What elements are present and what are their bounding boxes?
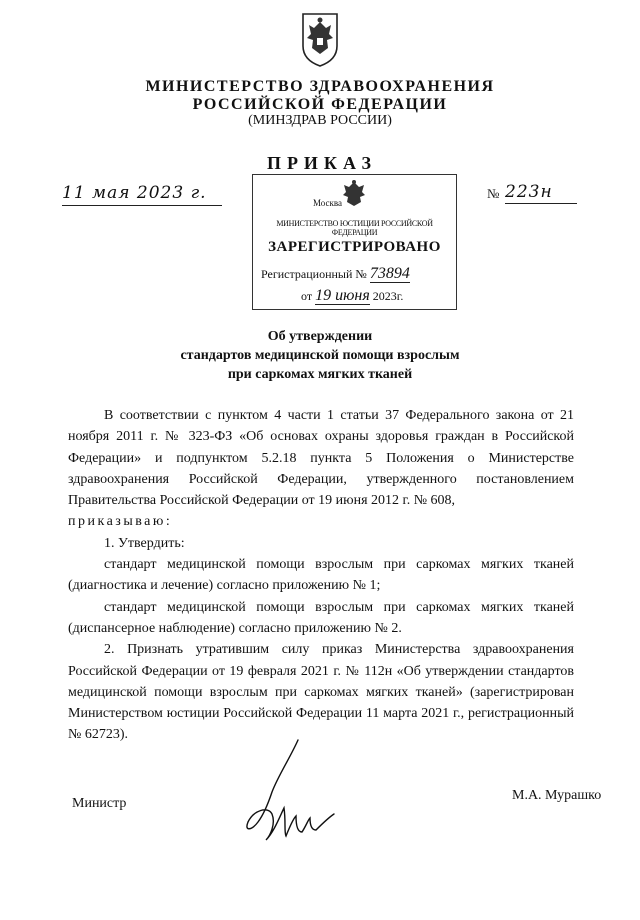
document-title-line2: стандартов медицинской помощи взрослым: [180, 348, 460, 363]
stamp-date-handwritten: 19 июня: [315, 287, 370, 304]
item-1-standard-diagnostics: стандарт медицинской помощи взрослым при саркомах мягких тканей (диагностика и лечение) согласно приложению № 1;: [68, 557, 574, 594]
item-2: 2. Признать утратившим силу приказ Министерства здравоохранения Российской Федерации от 19 февраля 2021 г. № 112н «Об утверждении стандартов медицинской помощи взрослым при саркомах мягких тканей» (зарегистрирован Министерством юстиции Российской Федерации 11 марта 2021 г., регистрационный № 62723).: [68, 642, 574, 743]
stamp-date-year: 2023г.: [372, 289, 404, 303]
ministry-short-name: (МИНЗДРАВ РОССИИ): [248, 113, 392, 128]
document-body: [68, 405, 574, 746]
order-date-handwritten: 11 мая 2023 г.: [62, 183, 207, 203]
stamp-reg-date: [301, 287, 403, 305]
signatory-name: М.А. Мурашко: [512, 788, 602, 803]
order-number-prefix: №: [487, 186, 500, 201]
document-title-line3: при саркомах мягких тканей: [227, 367, 413, 382]
ministry-name-line2: РОССИЙСКОЙ ФЕДЕРАЦИИ: [192, 96, 448, 113]
item-1: 1. Утвердить:: [104, 535, 185, 551]
stamp-ministry: МИНИСТЕРСТВО ЮСТИЦИИ РОССИЙСКОЙ ФЕДЕРАЦИИ: [276, 219, 433, 237]
stamp-status: ЗАРЕГИСТРИРОВАНО: [268, 239, 441, 255]
stamp-emblem-icon: [339, 178, 369, 208]
order-number: [505, 182, 577, 204]
stamp-reg-value: 73894: [369, 265, 410, 282]
stamp-date-prefix: от: [301, 289, 313, 303]
prikazyvayu-word: приказываю:: [68, 514, 173, 530]
document-type: ПРИКАЗ: [266, 153, 378, 173]
signatory-position: Министр: [72, 796, 127, 811]
handwritten-signature: [228, 736, 348, 848]
stamp-reg-label: Регистрационный №: [261, 267, 367, 281]
order-number-handwritten: 223н: [505, 182, 553, 202]
item-1-standard-followup: стандарт медицинской помощи взрослым при саркомах мягких тканей (диспансерное наблюдение) согласно приложению № 2.: [68, 599, 574, 636]
coat-of-arms-emblem: [300, 10, 340, 68]
order-date: [62, 183, 222, 206]
preamble-paragraph: В соответствии с пунктом 4 части 1 статьи 37 Федерального закона от 21 ноября 2011 г. № 323-ФЗ «Об основах охраны здоровья граждан в Российской Федерации» и подпунктом 5.2.18 пункта 5 Положения о Министерстве здравоохранения Российской Федерации, утвержденного постановлением Правительства Российской Федерации от 19 июня 2012 г. № 608,: [68, 408, 574, 509]
registration-stamp: [252, 174, 457, 310]
stamp-city: Москва: [313, 198, 342, 208]
stamp-reg-number: [261, 265, 410, 283]
document-title-line1: Об утверждении: [267, 329, 373, 344]
ministry-name-line1: МИНИСТЕРСТВО ЗДРАВООХРАНЕНИЯ: [145, 78, 495, 95]
